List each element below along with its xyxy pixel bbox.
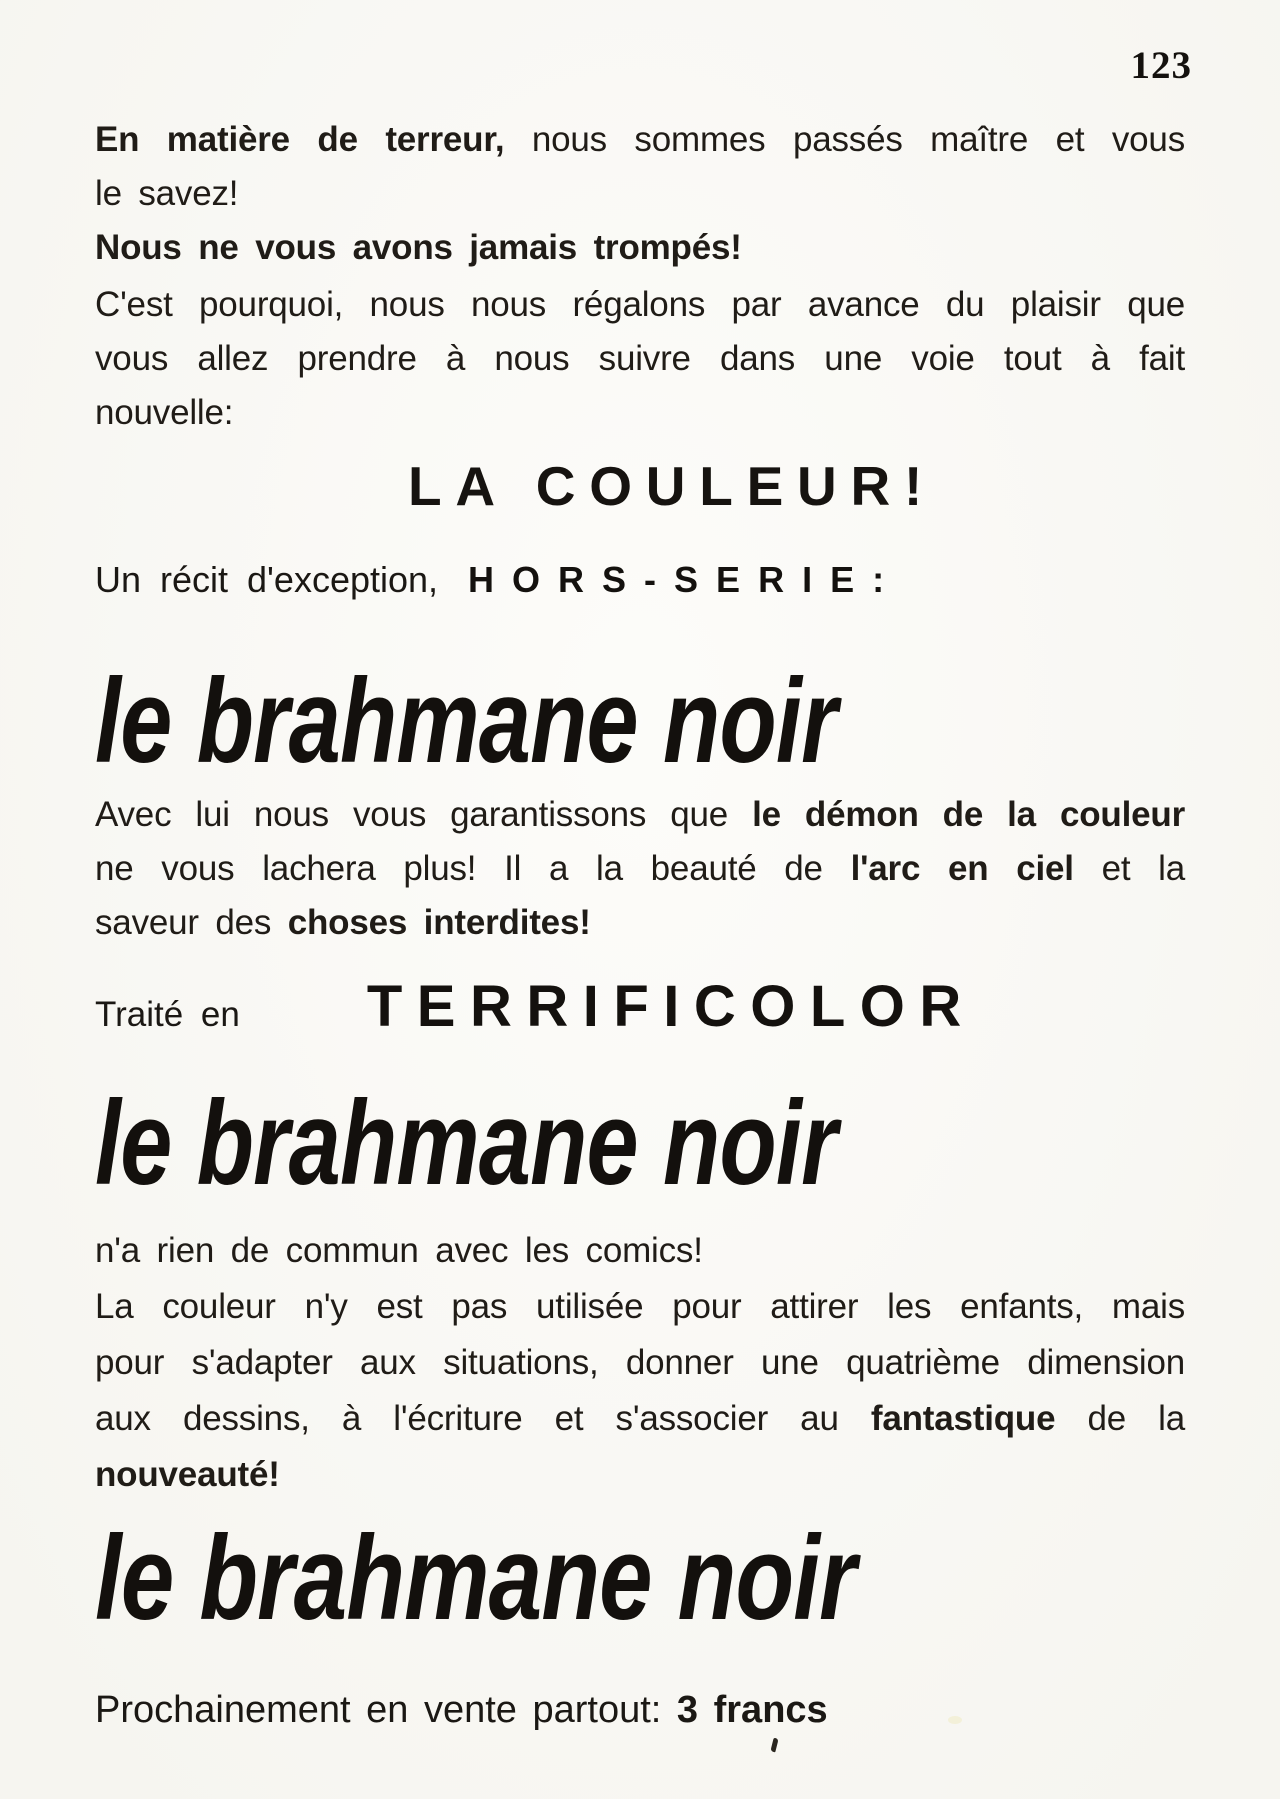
body-text: de la [1055,1399,1186,1438]
body-text: nouvelle: [95,393,234,432]
body-text: pour s'adapter aux situations, donner une quatrième dimension [95,1343,1185,1382]
body-paragraph [95,1223,1185,1503]
body-line [95,896,1185,950]
price-text: 3 francs [676,1689,828,1731]
body-text: n'a rien de commun avec les comics! [95,1231,703,1270]
title-heading [95,1076,1185,1210]
body-line [95,1447,1185,1503]
bold-text: l'arc en ciel [850,849,1074,888]
treatment-line [95,975,1185,1039]
body-text: saveur des [95,903,288,942]
body-line [95,788,1185,842]
title-heading [95,1511,1185,1645]
bold-text: le démon de la couleur [752,795,1186,834]
scan-artifact [770,1738,778,1753]
body-text: le savez! [95,174,239,213]
body-line [95,278,1185,332]
body-text: nous sommes passés maître et vous [504,120,1185,159]
bold-text: En matière de terreur, [95,120,505,159]
body-line [95,842,1185,896]
body-line [95,1335,1185,1391]
series-intro-text: Un récit d'exception, [95,559,439,600]
body-text: ne vous lachera plus! Il a la beauté de [95,849,851,888]
body-text: vous allez prendre à nous suivre dans une voie tout à fait [95,339,1185,378]
series-name: HORS-SERIE: [468,559,903,600]
title-text: le brahmane noir [95,1076,837,1210]
bold-text: fantastique [870,1399,1056,1438]
bold-text: choses interdites! [287,903,591,942]
display-heading [95,456,1185,516]
body-line [95,113,1185,167]
title-text: le brahmane noir [95,654,837,788]
bold-text: Nous ne vous avons jamais trompés! [95,228,742,267]
paper-speck [948,1716,962,1724]
body-text: aux dessins, à l'écriture et s'associer au [95,1399,871,1438]
treatment-label: Traité en [95,995,240,1034]
body-line [95,1223,1185,1279]
body-paragraph [95,278,1185,440]
body-line [95,386,1185,440]
treatment-name: TERRIFICOLOR [366,974,976,1039]
body-line [95,1279,1185,1335]
body-text: Avec lui nous vous garantissons que [95,795,753,834]
body-paragraph [95,113,1185,275]
body-paragraph [95,788,1185,950]
page-number: 123 [1130,44,1192,87]
bold-text: nouveauté! [95,1455,280,1494]
title-heading [95,654,1185,788]
body-text: La couleur n'y est pas utilisée pour attirer les enfants, mais [95,1287,1185,1326]
body-line [95,1391,1185,1447]
title-text: le brahmane noir [95,1511,856,1645]
body-text: C'est pourquoi, nous nous régalons par avance du plaisir que [95,285,1185,324]
body-text: et la [1073,849,1185,888]
body-line [95,167,1185,221]
body-line [95,221,1185,275]
series-line [95,558,1185,602]
availability-line [95,1687,1185,1733]
availability-text: Prochainement en vente partout: [95,1689,677,1731]
body-line [95,332,1185,386]
display-heading-text: LA COULEUR! [407,455,937,517]
